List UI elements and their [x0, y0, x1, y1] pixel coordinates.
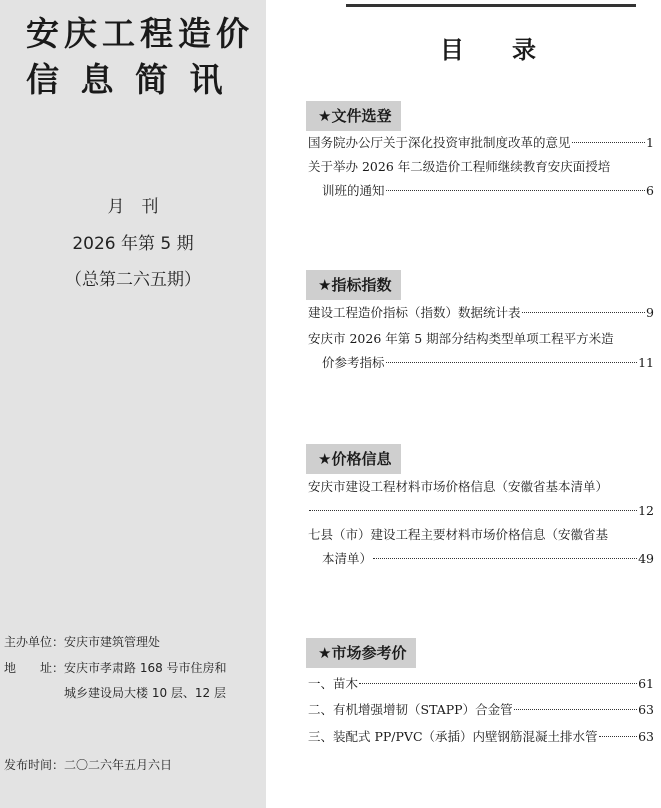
- toc-entry[interactable]: [308, 301, 654, 325]
- entry-text: 国务院办公厅关于深化投资审批制度改革的意见: [308, 135, 571, 150]
- page-number: 9: [646, 305, 654, 320]
- publish-date: [4, 756, 172, 773]
- leader-dots: [359, 683, 637, 684]
- page-number: 6: [646, 183, 654, 198]
- entry-text-cont: 价参考指标: [322, 355, 385, 370]
- leader-dots: [309, 510, 637, 511]
- leader-dots: [373, 558, 637, 559]
- entry-text: 二、有机增强增韧（STAPP）合金管: [308, 702, 513, 717]
- total-issue: （总第二六五期）: [65, 270, 201, 290]
- page-number: 49: [638, 551, 654, 566]
- page-number: 63: [638, 702, 654, 717]
- entry-text: 七县（市）建设工程主要材料市场价格信息（安徽省基: [308, 527, 609, 542]
- toc-entry[interactable]: [308, 327, 654, 375]
- publish-value: 二〇二六年五月六日: [64, 758, 173, 772]
- leader-dots: [599, 736, 638, 737]
- sponsor-value: 安庆市建筑管理处: [64, 635, 161, 649]
- entry-text-cont: 本清单）: [322, 551, 373, 566]
- leader-dots: [514, 709, 638, 710]
- address: [4, 659, 227, 676]
- toc-entry[interactable]: [308, 672, 654, 696]
- toc-entry[interactable]: [308, 475, 654, 523]
- entry-text: 关于举办 2026 年二级造价工程师继续教育安庆面授培: [308, 159, 611, 174]
- cover-panel: [0, 0, 266, 808]
- entry-text-cont: 训班的通知: [322, 183, 385, 198]
- leader-dots: [522, 312, 646, 313]
- frequency: 月 刊: [107, 197, 159, 217]
- address-label: 地 址：: [4, 661, 65, 675]
- page-number: 63: [638, 729, 654, 744]
- page-number: 1: [646, 135, 654, 150]
- entry-text: 三、装配式 PP/PVC（承插）内壁钢筋混凝土排水管: [308, 729, 598, 744]
- leader-dots: [386, 362, 638, 363]
- section-heading-prices: ★价格信息: [306, 444, 401, 474]
- entry-text: 安庆市建设工程材料市场价格信息（安徽省基本清单）: [308, 479, 609, 494]
- toc-entry[interactable]: [308, 155, 654, 203]
- toc-title: 目 录: [440, 36, 536, 64]
- section-heading-indices: ★指标指数: [306, 270, 401, 300]
- top-rule: [346, 4, 636, 7]
- publish-label: 发布时间：: [4, 758, 65, 772]
- page-number: 12: [638, 503, 654, 518]
- toc-entry[interactable]: [308, 523, 654, 571]
- address-line1: 安庆市孝肃路 168 号市住房和: [64, 661, 227, 675]
- entry-text: 建设工程造价指标（指数）数据统计表: [308, 305, 521, 320]
- toc-entry[interactable]: [308, 725, 654, 749]
- address-line2: 城乡建设局大楼 10 层、12 层: [64, 686, 226, 700]
- journal-title-line2: 信 息 简 讯: [26, 60, 228, 99]
- section-heading-market-reference: ★市场参考价: [306, 638, 416, 668]
- sponsor: [4, 633, 160, 650]
- sponsor-label: 主办单位：: [4, 635, 65, 649]
- section-heading-documents: ★文件选登: [306, 101, 401, 131]
- leader-dots: [572, 142, 646, 143]
- entry-text: 一、苗木: [308, 676, 359, 691]
- journal-title-line1: 安庆工程造价: [26, 14, 254, 53]
- issue-number: 2026 年第 5 期: [72, 234, 194, 254]
- entry-text: 安庆市 2026 年第 5 期部分结构类型单项工程平方米造: [308, 331, 614, 346]
- page-number: 61: [638, 676, 654, 691]
- toc-entry[interactable]: [308, 131, 654, 155]
- toc-entry[interactable]: [308, 698, 654, 722]
- leader-dots: [386, 190, 646, 191]
- page-number: 11: [638, 355, 654, 370]
